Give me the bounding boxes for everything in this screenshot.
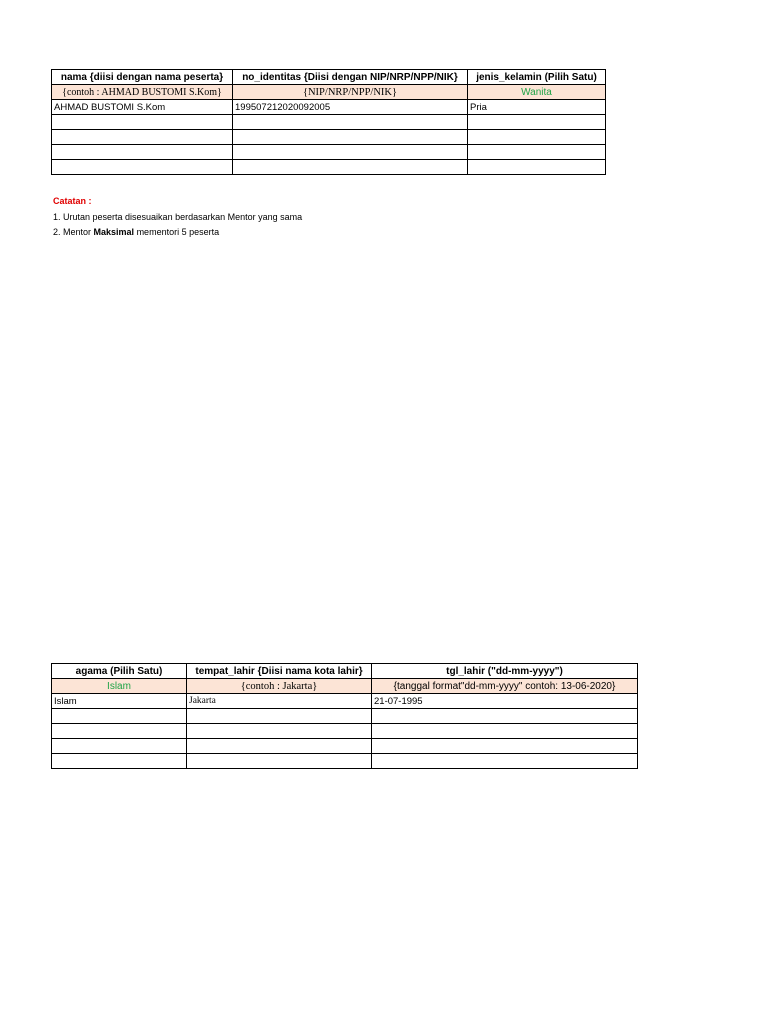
cell-tempat-lahir[interactable]: Jakarta (187, 694, 372, 709)
example-tempat-lahir[interactable]: {contoh : Jakarta} (187, 679, 372, 694)
cell-tempat-lahir[interactable] (187, 739, 372, 754)
header-jenis-kelamin[interactable]: jenis_kelamin (Pilih Satu) (468, 70, 606, 85)
cell-agama[interactable] (52, 724, 187, 739)
cell-jenis-kelamin[interactable] (468, 130, 606, 145)
participant-table-2 (51, 663, 638, 769)
cell-agama[interactable]: Islam (52, 694, 187, 709)
example-row (52, 679, 638, 694)
cell-no-identitas[interactable]: 199507212020092005 (233, 100, 468, 115)
example-jenis-kelamin[interactable]: Wanita (468, 85, 606, 100)
example-nama[interactable]: {contoh : AHMAD BUSTOMI S.Kom} (52, 85, 233, 100)
note-item-2 (53, 225, 302, 241)
cell-no-identitas[interactable] (233, 145, 468, 160)
notes-title: Catatan : (53, 196, 92, 206)
header-tempat-lahir[interactable]: tempat_lahir {Diisi nama kota lahir} (187, 664, 372, 679)
cell-tempat-lahir[interactable] (187, 754, 372, 769)
cell-jenis-kelamin[interactable] (468, 115, 606, 130)
note-item-2-emphasis: Maksimal (93, 227, 135, 237)
cell-tgl-lahir[interactable] (372, 724, 638, 739)
header-tgl-lahir[interactable]: tgl_lahir ("dd-mm-yyyy") (372, 664, 638, 679)
table-row (52, 739, 638, 754)
table-row (52, 754, 638, 769)
note-item-1: 1. Urutan peserta disesuaikan berdasarkan Mentor yang sama (53, 211, 303, 222)
cell-agama[interactable] (52, 709, 187, 724)
note-item-2-prefix: 2. Mentor (53, 227, 94, 237)
table-row (52, 145, 606, 160)
cell-tgl-lahir[interactable] (372, 739, 638, 754)
cell-agama[interactable] (52, 754, 187, 769)
table-row (52, 160, 606, 175)
cell-nama[interactable] (52, 160, 233, 175)
cell-jenis-kelamin[interactable]: Pria (468, 100, 606, 115)
example-tgl-lahir[interactable]: {tanggal format"dd-mm-yyyy" contoh: 13-06-2020} (372, 679, 638, 694)
notes-section (53, 194, 302, 241)
table-row (52, 694, 638, 709)
cell-jenis-kelamin[interactable] (468, 160, 606, 175)
table-row (52, 115, 606, 130)
header-no-identitas[interactable]: no_identitas {Diisi dengan NIP/NRP/NPP/NIK} (233, 70, 468, 85)
header-agama[interactable]: agama (Pilih Satu) (52, 664, 187, 679)
participant-table-1 (51, 69, 606, 175)
cell-tgl-lahir[interactable] (372, 709, 638, 724)
table-row (52, 724, 638, 739)
cell-no-identitas[interactable] (233, 160, 468, 175)
header-row (52, 70, 606, 85)
table-row (52, 130, 606, 145)
header-row (52, 664, 638, 679)
cell-jenis-kelamin[interactable] (468, 145, 606, 160)
cell-tempat-lahir[interactable] (187, 709, 372, 724)
cell-nama[interactable] (52, 145, 233, 160)
cell-tgl-lahir[interactable] (372, 754, 638, 769)
cell-no-identitas[interactable] (233, 130, 468, 145)
cell-nama[interactable] (52, 115, 233, 130)
example-agama[interactable]: Islam (52, 679, 187, 694)
example-no-identitas[interactable]: {NIP/NRP/NPP/NIK} (233, 85, 468, 100)
cell-nama[interactable]: AHMAD BUSTOMI S.Kom (52, 100, 233, 115)
cell-no-identitas[interactable] (233, 115, 468, 130)
header-nama[interactable]: nama {diisi dengan nama peserta} (52, 70, 233, 85)
cell-agama[interactable] (52, 739, 187, 754)
note-item-2-suffix: mementori 5 peserta (134, 227, 220, 237)
cell-tempat-lahir[interactable] (187, 724, 372, 739)
cell-nama[interactable] (52, 130, 233, 145)
table-row (52, 100, 606, 115)
table-row (52, 709, 638, 724)
cell-tgl-lahir[interactable]: 21-07-1995 (372, 694, 638, 709)
example-row (52, 85, 606, 100)
